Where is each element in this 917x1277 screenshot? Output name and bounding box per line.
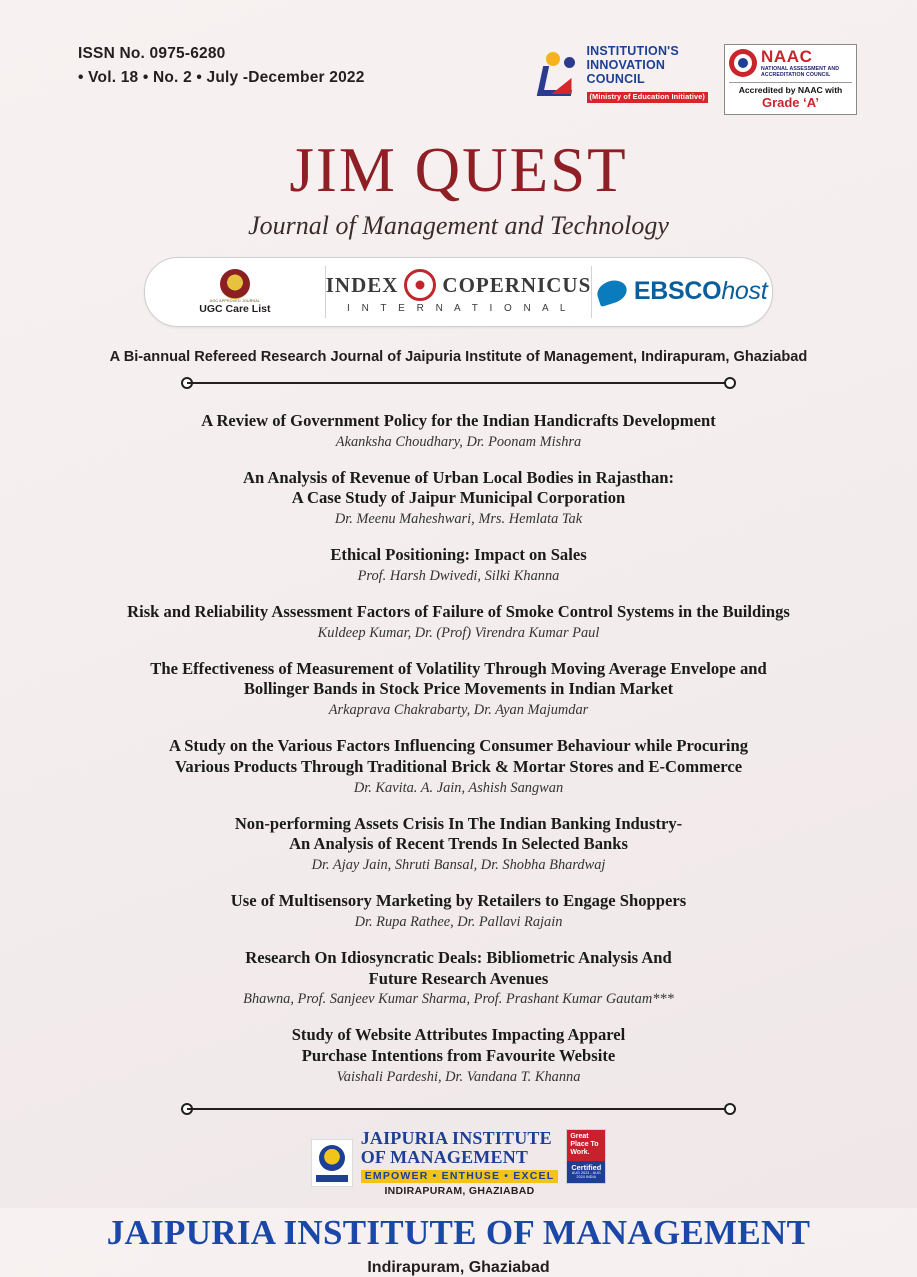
copernicus-index-word: INDEX xyxy=(325,272,399,297)
ugc-care-list-logo xyxy=(145,258,325,326)
iic-line-3: COUNCIL xyxy=(586,72,645,86)
naac-title: NAAC xyxy=(761,47,813,66)
toc-entry-title: Use of Multisensory Marketing by Retailers to Engage Shoppers xyxy=(230,891,687,911)
naac-grade-text: Grade ‘A’ xyxy=(761,94,820,110)
naac-badge-top xyxy=(729,48,852,79)
institute-city: Indirapuram, Ghaziabad xyxy=(367,1259,550,1277)
toc-entry-title: An Analysis of Revenue of Urban Local Bodies in Rajasthan: A Case Study of Jaipur Municipal Corporation xyxy=(242,467,675,508)
indexing-bar xyxy=(144,257,773,327)
toc-entry xyxy=(60,1025,857,1085)
ebsco-wordmark: EBSCO xyxy=(633,277,722,306)
cover-header xyxy=(0,0,917,115)
toc-entry xyxy=(60,736,857,796)
naac-divider xyxy=(729,82,852,83)
toc-entry xyxy=(60,891,857,931)
naac-wordmark xyxy=(761,48,852,79)
toc-entry-authors: Akanksha Choudhary, Dr. Poonam Mishra xyxy=(335,433,582,450)
toc-entry-authors: Dr. Kavita. A. Jain, Ashish Sangwan xyxy=(353,779,564,796)
top-divider-rule xyxy=(181,377,736,389)
ugc-emblem-caption: UGC APPROVED JOURNAL xyxy=(209,298,261,303)
toc-entry xyxy=(60,814,857,874)
toc-entry-title: A Study on the Various Factors Influencing Consumer Behaviour while Procuring Various Products Through Traditional Brick & Mortar Stores and E-Commerce xyxy=(168,736,748,776)
toc-entry-authors: Arkaprava Chakrabarty, Dr. Ayan Majumdar xyxy=(328,702,589,719)
ugc-care-label: UGC Care List xyxy=(199,302,271,315)
toc-entry-title: Study of Website Attributes Impacting Apparel Purchase Intentions from Favourite Website xyxy=(291,1025,626,1065)
toc-entry xyxy=(60,948,857,1008)
divider-line xyxy=(187,1108,730,1110)
toc-entry-authors: Kuldeep Kumar, Dr. (Prof) Virendra Kumar Paul xyxy=(317,624,600,641)
jaipuria-logo-line-2: OF MANAGEMENT xyxy=(360,1147,529,1168)
index-copernicus-logo xyxy=(326,258,592,326)
jaipuria-motto: EMPOWER • ENTHUSE • EXCEL xyxy=(361,1170,559,1183)
jaipuria-emblem-icon xyxy=(311,1139,353,1187)
toc-entry xyxy=(60,659,857,719)
toc-entry xyxy=(60,545,857,585)
divider-dot-right xyxy=(724,1103,736,1115)
iic-line-2: INNOVATION xyxy=(586,58,666,72)
journal-subtitle: Journal of Management and Technology xyxy=(248,210,669,240)
bottom-divider-rule xyxy=(181,1103,736,1115)
toc-entry-authors: Vaishali Pardeshi, Dr. Vandana T. Khanna xyxy=(336,1068,581,1085)
toc-entry-authors: Prof. Harsh Dwivedi, Silki Khanna xyxy=(357,567,560,584)
toc-entry-title: Ethical Positioning: Impact on Sales xyxy=(330,545,587,565)
jaipuria-logo xyxy=(311,1129,559,1198)
toc-entry-authors: Bhawna, Prof. Sanjeev Kumar Sharma, Prof. Prashant Kumar Gautam*** xyxy=(243,991,674,1008)
divider-dot-right xyxy=(724,377,736,389)
toc-entry xyxy=(60,411,857,451)
iic-ministry-tag: (Ministry of Education Initiative) xyxy=(587,92,709,103)
ebsco-host-word: host xyxy=(721,277,768,306)
iic-logo xyxy=(538,44,709,104)
ebscohost-logo xyxy=(592,258,772,326)
gptw-period-label: AUG 2023 - AUG 2024 INDIA xyxy=(571,1171,601,1179)
copernicus-ring-icon xyxy=(404,269,436,301)
toc-entry-authors: Dr. Meenu Maheshwari, Mrs. Hemlata Tak xyxy=(334,511,583,528)
toc-entry-title: Non-performing Assets Crisis In The Indian Banking Industry- An Analysis of Recent Trends In Selected Banks xyxy=(234,813,683,854)
accreditation-badges xyxy=(538,42,858,115)
iic-emblem-icon xyxy=(538,52,580,96)
publisher-logos xyxy=(0,1129,917,1198)
toc-entry xyxy=(60,468,857,528)
toc-entry-title: A Review of Government Policy for the Indian Handicrafts Development xyxy=(201,410,716,430)
naac-seal-icon xyxy=(729,49,757,77)
institute-name: JAIPURIA INSTITUTE OF MANAGEMENT xyxy=(106,1213,811,1253)
toc-entry-title: Risk and Reliability Assessment Factors of Failure of Smoke Control Systems in the Buildings xyxy=(127,601,790,621)
toc-entry-authors: Dr. Ajay Jain, Shruti Bansal, Dr. Shobha Bhardwaj xyxy=(311,857,606,874)
table-of-contents xyxy=(0,411,917,1086)
copernicus-international-word: I N T E R N A T I O N A L xyxy=(347,303,570,315)
toc-entry-title: The Effectiveness of Measurement of Volatility Through Moving Average Envelope and Bollinger Bands in Stock Price Movements in Indian Market xyxy=(150,658,767,699)
gptw-certified-label: Certified xyxy=(571,1162,602,1172)
toc-entry-title: Research On Idiosyncratic Deals: Bibliometric Analysis And Future Research Avenues xyxy=(245,947,672,988)
jaipuria-logo-city: INDIRAPURAM, GHAZIABAD xyxy=(384,1184,535,1197)
ebsco-leaf-icon xyxy=(594,277,629,307)
iic-logo-text xyxy=(587,44,709,104)
naac-subtitle: NATIONAL ASSESSMENT AND ACCREDITATION COUNCIL xyxy=(761,65,840,79)
gptw-title: Great Place To Work. xyxy=(567,1130,605,1161)
journal-tagline: A Bi-annual Refereed Research Journal of Jaipuria Institute of Management, Indirapuram, Ghaziabad xyxy=(109,348,808,365)
toc-entry xyxy=(60,602,857,642)
issn-block xyxy=(78,42,365,90)
naac-accredited-text: Accredited by NAAC with xyxy=(738,84,843,95)
jaipuria-logo-line-1: JAIPURIA INSTITUTE xyxy=(360,1127,552,1148)
toc-entry-authors: Dr. Rupa Rathee, Dr. Pallavi Rajain xyxy=(354,913,563,930)
divider-line xyxy=(187,382,730,384)
copernicus-name-word: COPERNICUS xyxy=(442,272,592,297)
ugc-emblem-icon xyxy=(220,269,250,299)
naac-badge xyxy=(724,44,857,115)
issn-number: ISSN No. 0975-6280 xyxy=(78,45,226,62)
iic-line-1: INSTITUTION'S xyxy=(586,44,679,58)
journal-title-block xyxy=(0,134,917,241)
page-title: JIM QUEST xyxy=(289,134,628,205)
volume-issue-date: • Vol. 18 • No. 2 • July -December 2022 xyxy=(78,69,365,87)
great-place-to-work-badge xyxy=(566,1129,606,1184)
